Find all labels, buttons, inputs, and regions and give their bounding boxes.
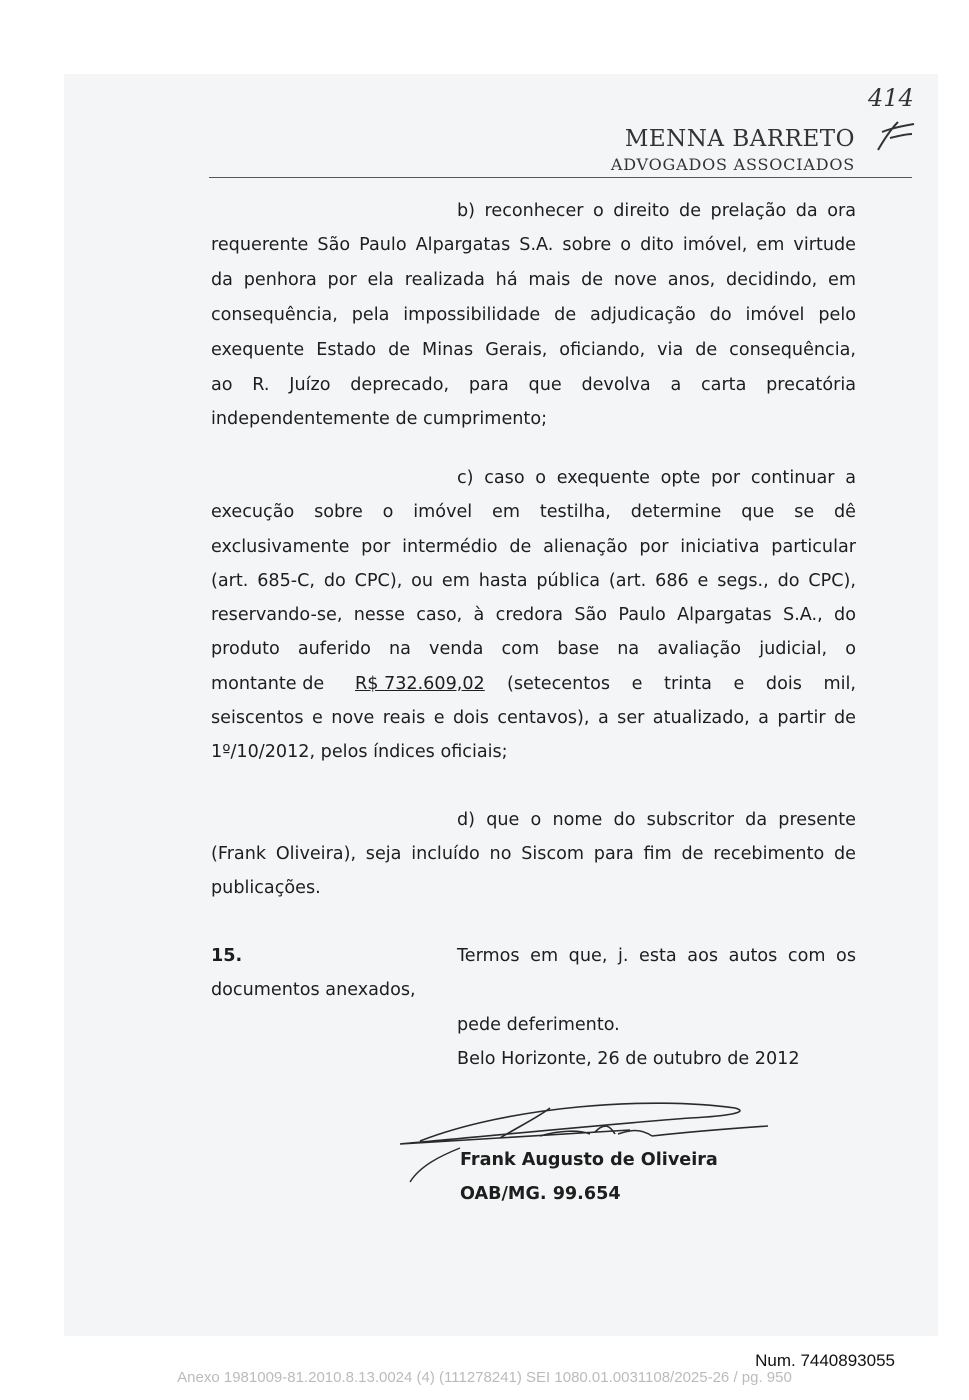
para-c-line-1: c) caso o exequente opte por continuar a — [457, 468, 856, 488]
para-d-line-2: (Frank Oliveira), seja incluído no Siscom para fim de recebimento de — [211, 844, 856, 864]
para-b-line-1: b) reconhecer o direito de prelação da ora — [457, 201, 856, 221]
para-b-line-3: da penhora por ela realizada há mais de nove anos, decidindo, em — [211, 270, 856, 290]
closing-line-1: Termos em que, j. esta aos autos com os — [457, 946, 856, 966]
closing-line-2: documentos anexados, — [211, 980, 416, 1000]
header-rule — [209, 177, 912, 178]
para-c-line-4: (art. 685-C, do CPC), ou em hasta pública (art. 686 e segs., do CPC), — [211, 571, 856, 591]
para-b-line-6: ao R. Juízo deprecado, para que devolva a carta precatória — [211, 375, 856, 395]
signer-name: Frank Augusto de Oliveira — [460, 1150, 718, 1170]
para-c-line-7 — [211, 667, 856, 701]
para-d-line-1: d) que o nome do subscritor da presente — [457, 810, 856, 830]
amount-prefix: montante de — [211, 674, 325, 694]
firm-subtitle: ADVOGADOS ASSOCIADOS — [610, 155, 855, 174]
para-d-line-3: publicações. — [211, 878, 321, 898]
amount-words: (setecentos e trinta e dois mil, — [507, 674, 856, 694]
para-c-line-2: execução sobre o imóvel em testilha, determine que se dê — [211, 502, 856, 522]
para-b-line-2: requerente São Paulo Alpargatas S.A. sobre o dito imóvel, em virtude — [211, 235, 856, 255]
para-b-line-4: consequência, pela impossibilidade de adjudicação do imóvel pelo — [211, 305, 856, 325]
item-number: 15. — [211, 946, 243, 966]
para-c-line-6: produto auferido na venda com base na avaliação judicial, o — [211, 639, 856, 659]
para-b-line-5: exequente Estado de Minas Gerais, oficiando, via de consequência, — [211, 340, 856, 360]
handwritten-page-number: 414 — [868, 84, 914, 112]
para-c-line-5: reservando-se, nesse caso, à credora São Paulo Alpargatas S.A., do — [211, 605, 856, 625]
footer-metadata: Anexo 1981009-81.2010.8.13.0024 (4) (111278241) SEI 1080.01.0031108/2025-26 / pg. 950 — [177, 1369, 792, 1386]
para-b-line-7: independentemente de cumprimento; — [211, 409, 548, 429]
place-date: Belo Horizonte, 26 de outubro de 2012 — [457, 1049, 800, 1069]
firm-name: MENNA BARRETO — [624, 126, 855, 152]
signer-oab: OAB/MG. 99.654 — [460, 1184, 621, 1204]
para-c-line-3: exclusivamente por intermédio de alienação por iniciativa particular — [211, 537, 856, 557]
para-c-line-9: 1º/10/2012, pelos índices oficiais; — [211, 742, 508, 762]
document-number: Num. 7440893055 — [755, 1351, 895, 1370]
amount-value: R$ 732.609,02 — [355, 674, 485, 694]
initials-mark — [872, 116, 922, 156]
closing-request: pede deferimento. — [457, 1015, 620, 1035]
para-c-line-8: seiscentos e nove reais e dois centavos), a ser atualizado, a partir de — [211, 708, 856, 728]
